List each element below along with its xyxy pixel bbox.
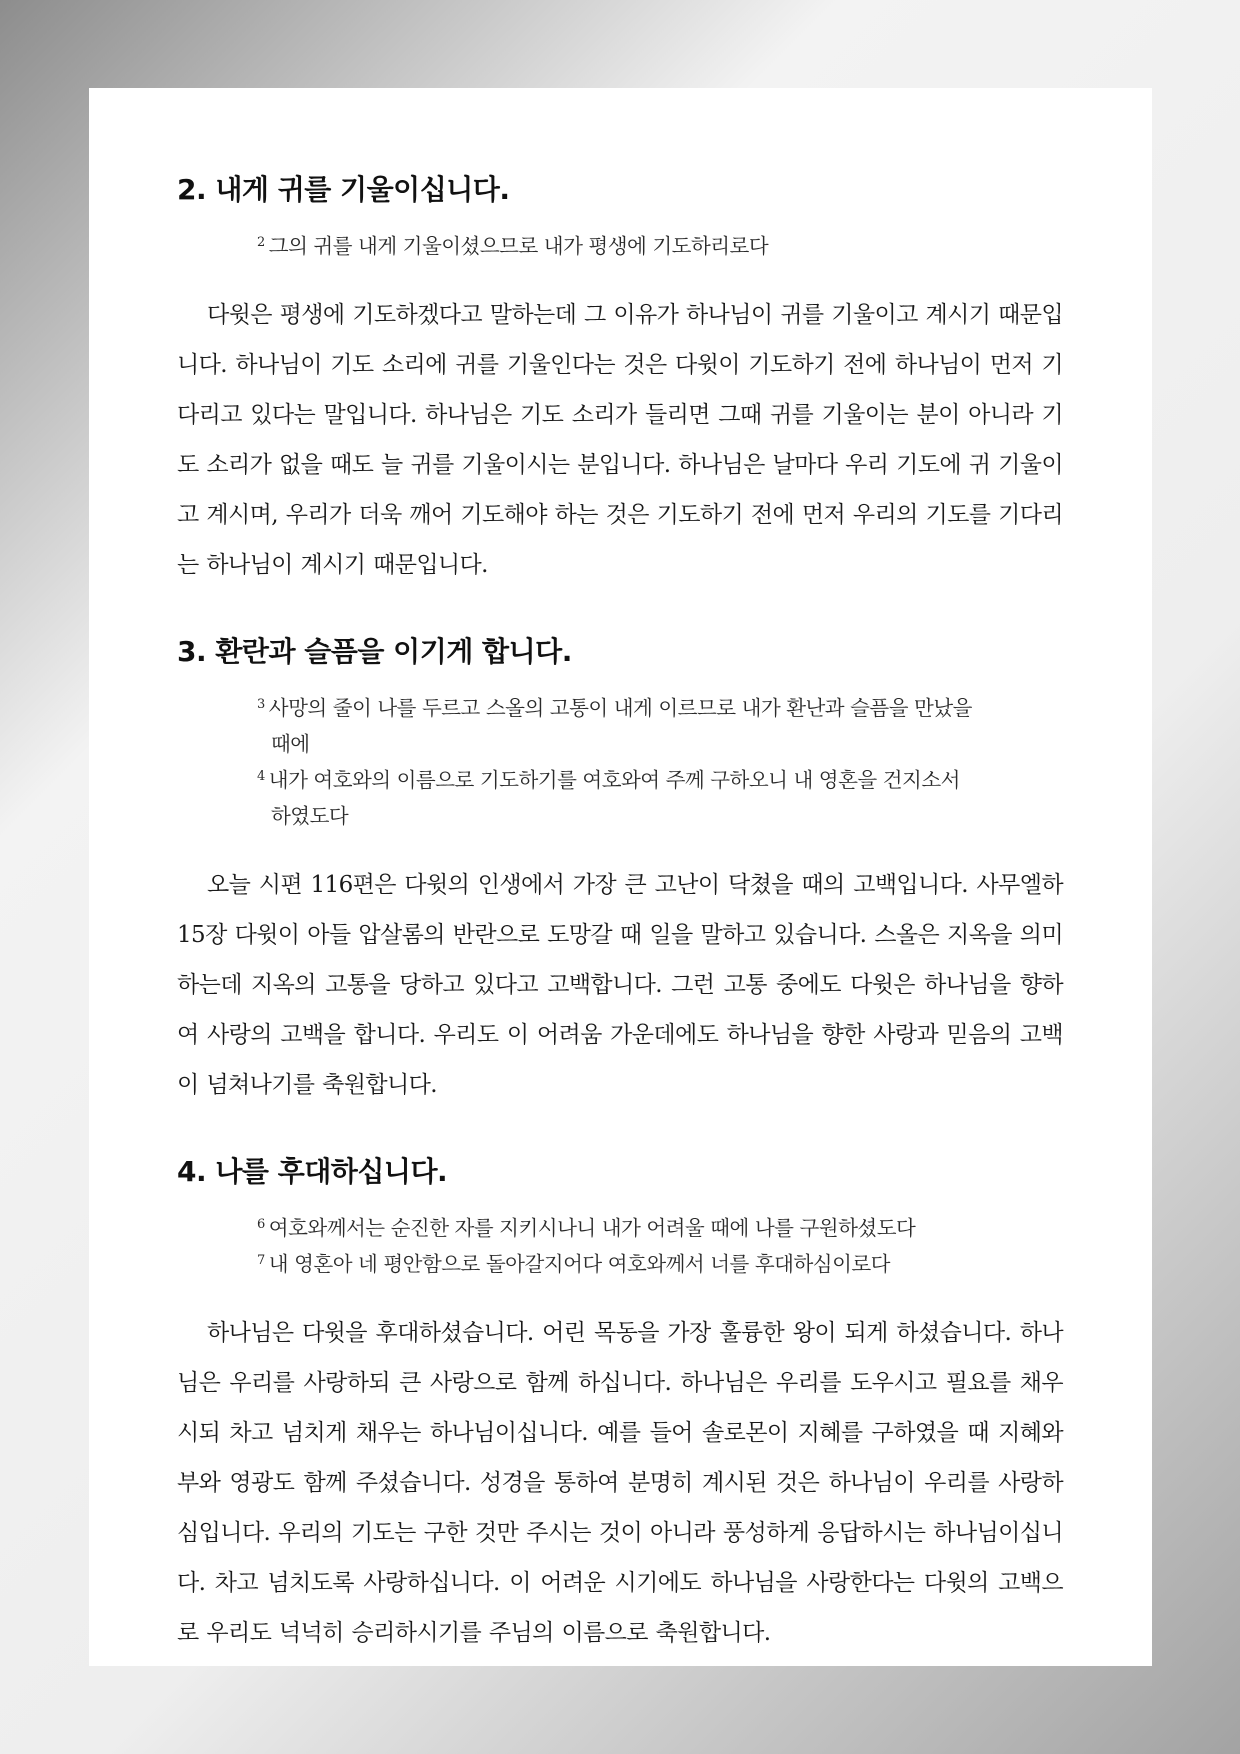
verse-text: 사망의 줄이 나를 두르고 스올의 고통이 내게 이르므로 내가 환난과 슬픔을 만났을 때에: [268, 696, 972, 756]
verse-list: [177, 690, 977, 834]
document-page: [89, 88, 1152, 1666]
verse-number: 4: [257, 769, 265, 784]
verse-list: [177, 1210, 977, 1282]
verse-item: [257, 762, 977, 834]
section-heading: 4. 나를 후대하십니다.: [177, 1155, 448, 1188]
verse-text: 내가 여호와의 이름으로 기도하기를 여호와여 주께 구하오니 내 영혼을 건지소서 하였도다: [268, 768, 960, 828]
document-content: [177, 170, 1063, 1700]
verse-item: [257, 1210, 977, 1246]
verse-number: 2: [257, 235, 265, 250]
section-3: [177, 632, 1063, 1110]
verse-number: 3: [257, 697, 265, 712]
body-paragraph: 하나님은 다윗을 후대하셨습니다. 어린 목동을 가장 훌륭한 왕이 되게 하셨습니다. 하나님은 우리를 사랑하되 큰 사랑으로 함께 하십니다. 하나님은 우리를 도우시고 필요를 채우시되 차고 넘치게 채우는 하나님이십니다. 예를 들어 솔로몬이 지혜를 구하였을 때 지혜와 부와 영광도 함께 주셨습니다. 성경을 통하여 분명히 계시된 것은 하나님이 우리를 사랑하심입니다. 우리의 기도는 구한 것만 주시는 것이 아니라 풍성하게 응답하시는 하나님이십니다. 차고 넘치도록 사랑하십니다. 이 어려운 시기에도 하나님을 사랑한다는 다윗의 고백으로 우리도 넉넉히 승리하시기를 주님의 이름으로 축원합니다.: [177, 1320, 1063, 1646]
body-paragraph: 다윗은 평생에 기도하겠다고 말하는데 그 이유가 하나님이 귀를 기울이고 계시기 때문입니다. 하나님이 기도 소리에 귀를 기울인다는 것은 다윗이 기도하기 전에 하나님이 먼저 기다리고 있다는 말입니다. 하나님은 기도 소리가 들리면 그때 귀를 기울이는 분이 아니라 기도 소리가 없을 때도 늘 귀를 기울이시는 분입니다. 하나님은 날마다 우리 기도에 귀 기울이고 계시며, 우리가 더욱 깨어 기도해야 하는 것은 기도하기 전에 먼저 우리의 기도를 기다리는 하나님이 계시기 때문입니다.: [177, 302, 1063, 578]
verse-list: [177, 228, 977, 264]
section-4: [177, 1152, 1063, 1658]
verse-text: 그의 귀를 내게 기울이셨으므로 내가 평생에 기도하리로다: [268, 234, 769, 258]
verse-text: 내 영혼아 네 평안함으로 돌아갈지어다 여호와께서 너를 후대하심이로다: [268, 1252, 890, 1276]
verse-number: 6: [257, 1217, 265, 1232]
verse-text: 여호와께서는 순진한 자를 지키시나니 내가 어려울 때에 나를 구원하셨도다: [268, 1216, 916, 1240]
section-heading: 3. 환란과 슬픔을 이기게 합니다.: [177, 635, 572, 668]
verse-item: [257, 1246, 977, 1282]
verse-item: [257, 228, 977, 264]
body-paragraph: 오늘 시편 116편은 다윗의 인생에서 가장 큰 고난이 닥쳤을 때의 고백입니다. 사무엘하 15장 다윗이 아들 압살롬의 반란으로 도망갈 때 일을 말하고 있습니다. 스올은 지옥을 의미하는데 지옥의 고통을 당하고 있다고 고백합니다. 그런 고통 중에도 다윗은 하나님을 향하여 사랑의 고백을 합니다. 우리도 이 어려움 가운데에도 하나님을 향한 사랑과 믿음의 고백이 넘쳐나기를 축원합니다.: [177, 872, 1063, 1098]
section-2: [177, 170, 1063, 590]
section-heading: 2. 내게 귀를 기울이십니다.: [177, 173, 510, 206]
verse-item: [257, 690, 977, 762]
verse-number: 7: [257, 1253, 265, 1268]
